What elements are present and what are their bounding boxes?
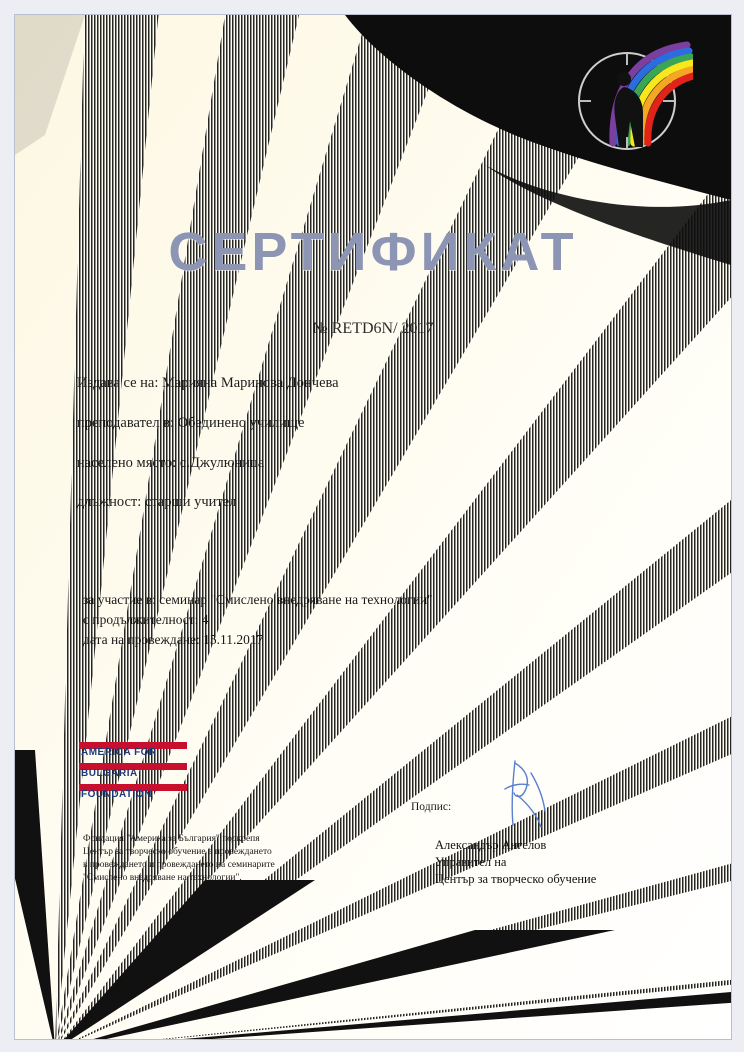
signature-label: Подпис: — [411, 801, 452, 813]
signatory-position-1: Управител на — [435, 855, 507, 869]
field-locality-label: населено място: — [77, 455, 177, 471]
field-locality — [77, 455, 677, 472]
foundation-note-line-3: в провеждането и провеждането на семинарите — [83, 860, 275, 870]
field-position-label: длъжност: — [77, 494, 142, 510]
foundation-note-line-2: Център за творческо обучение в провеждането — [83, 847, 272, 857]
participation-details — [83, 590, 683, 650]
abf-text-line-2: BULGARIA — [81, 768, 138, 779]
signature-mark — [495, 753, 585, 833]
field-position — [77, 494, 677, 511]
signatory-name: Александър Ангелов — [435, 838, 547, 852]
rainbow-figure-logo — [575, 39, 693, 157]
signatory-position-2: Център за творческо обучение — [435, 872, 597, 886]
abf-text-line-1: AMERICA FOR — [81, 747, 157, 758]
abf-text-line-3: FOUNDATION — [81, 789, 152, 800]
participation-line-3: дата на провеждане: 15.11.2017 — [83, 632, 264, 647]
signatory-block — [435, 837, 715, 888]
document-number — [15, 320, 731, 338]
number-value: RETD6N/ 2017 — [331, 320, 434, 337]
field-school-value: Обединено училище — [177, 415, 305, 431]
participation-line-1: за участие в: семинар "Смислено внедряване на технологии" — [83, 592, 433, 607]
foundation-note — [83, 833, 373, 885]
page-title: СЕРТИФИКАТ — [168, 222, 578, 282]
field-position-value: старши учител — [144, 494, 237, 510]
field-locality-value: с.Джулюница — [179, 455, 265, 471]
foundation-note-line-1: Фондация "Америка за България" подкрепя — [83, 834, 260, 844]
field-recipient — [77, 375, 677, 392]
foundation-note-line-4: "Смислено внедряване на технологии". — [83, 873, 242, 883]
number-prefix: № — [312, 320, 328, 337]
field-school — [77, 415, 677, 432]
certificate-sheet — [14, 14, 732, 1040]
field-recipient-value: Марияна Маринова Дончева — [162, 375, 339, 391]
field-school-label: преподавател в: — [77, 415, 175, 431]
field-recipient-label: Издава се на: — [77, 375, 159, 391]
america-for-bulgaria-foundation-logo — [79, 729, 187, 809]
participation-line-2: с продължителност: 4 — [83, 612, 209, 627]
